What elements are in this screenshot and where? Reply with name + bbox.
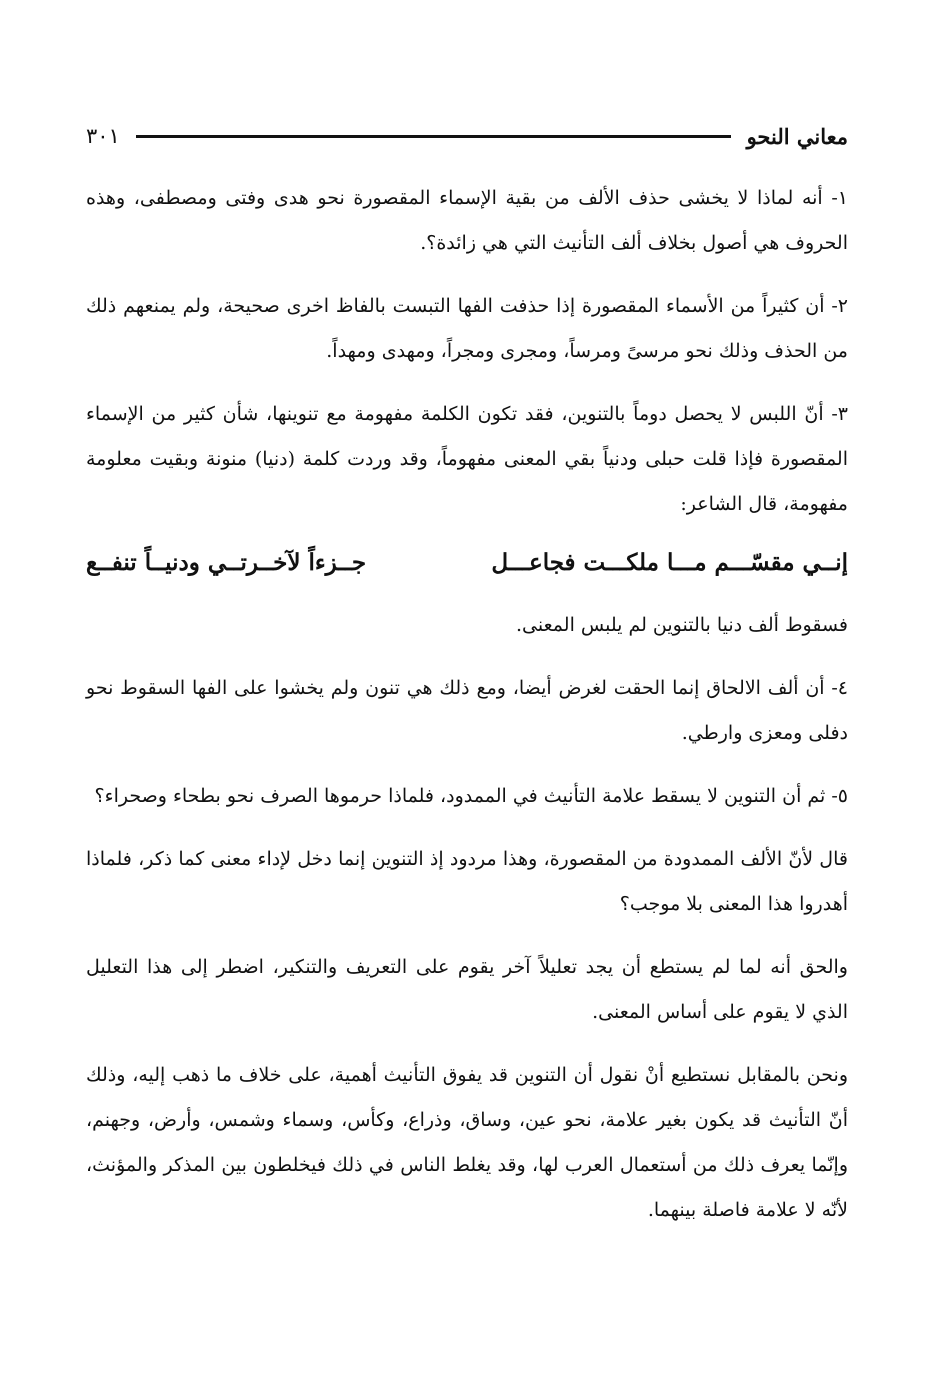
paragraph-point-5: ٥- ثم أن التنوين لا يسقط علامة التأنيث في الممدود، فلماذا حرموها الصرف نحو بطحاء وصحراء؟: [94, 785, 848, 807]
paragraph-point-2: ٢- أن كثيراً من الأسماء المقصورة إذا حذفت الفها التبست بالفاظ اخرى صحيحة، ولم يمنعهم ذلك من الحذف وذلك نحو مرسىً ومرساً، ومجرى ومجراً، ومهدى ومهداً.: [86, 295, 848, 362]
paragraph-counter-argument: ونحن بالمقابل نستطيع أنْ نقول أن التنوين قد يفوق التأنيث أهمية، على خلاف ما ذهب إليه، وذلك أنّ التأنيث قد يكون بغير علامة، نحو عين، وساق، وذراع، وكأس، وسماء وشمس، وأرض، وجهنم، وإنّما يعرف ذلك من أستعمال العرب لها، وقد يغلط الناس في ذلك فيخلطون بين المذكر والمؤنث، لأنّه لا علامة فاصلة بينهما.: [86, 1064, 848, 1221]
paragraph-rebuttal: قال لأنّ الألف الممدودة من المقصورة، وهذا مردود إذ التنوين إنما دخل لإداء معنى كما ذكر، فلماذا أهدروا هذا المعنى بلا موجب؟: [86, 848, 848, 915]
page-body: [86, 176, 848, 1251]
verse-second-hemistich: جــزءاً لآخــرتــي ودنيــاً تنفــع: [86, 549, 367, 576]
header-rule: [136, 135, 731, 138]
poetry-verse: [86, 543, 848, 583]
paragraph-point-3: ٣- أنّ اللبس لا يحصل دوماً بالتنوين، فقد تكون الكلمة مفهومة مع تنوينها، شأن كثير من الإسماء المقصورة فإذا قلت حبلى ودنياً بقي المعنى مفهوماً، وقد وردت كلمة (دنيا) منونة وبقيت معلومة مفهومة، قال الشاعر:: [86, 403, 848, 515]
page-number: ٣٠١: [86, 124, 120, 148]
paragraph-point-1: ١- أنه لماذا لا يخشى حذف الألف من بقية الإسماء المقصورة نحو هدى وفتى ومصطفى، وهذه الحروف هي أصول بخلاف ألف التأنيث التي هي زائدة؟.: [86, 187, 848, 254]
verse-first-hemistich: إنــي مقسّـــم مـــا ملكـــت فجاعـــل: [491, 549, 848, 576]
paragraph-verse-comment: فسقوط ألف دنيا بالتنوين لم يلبس المعنى.: [516, 614, 848, 636]
paragraph-point-4: ٤- أن ألف الالحاق إنما الحقت لغرض أيضا، ومع ذلك هي تنون ولم يخشوا على الفها السقوط نحو دفلى ومعزى وارطي.: [86, 677, 848, 744]
paragraph-conclusion: والحق أنه لما لم يستطع أن يجد تعليلاً آخر يقوم على التعريف والتنكير، اضطر إلى هذا التعليل الذي لا يقوم على أساس المعنى.: [86, 956, 848, 1023]
running-title: معاني النحو: [746, 123, 848, 149]
page-header: [86, 118, 848, 154]
